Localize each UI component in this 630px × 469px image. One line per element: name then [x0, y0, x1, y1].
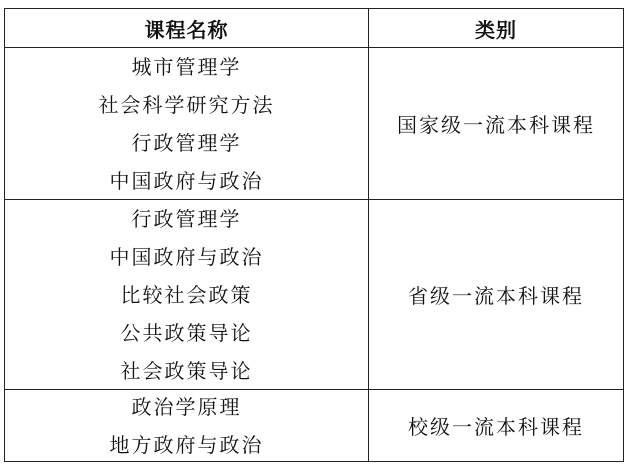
course-name: 城市管理学	[131, 54, 242, 79]
table-row	[5, 199, 623, 389]
header-category: 类别	[475, 17, 517, 42]
course-list	[5, 48, 369, 199]
header-row	[5, 9, 623, 47]
table-row	[5, 47, 623, 199]
course-name: 行政管理学	[131, 130, 242, 155]
course-name: 公共政策导论	[120, 320, 253, 345]
course-list	[5, 390, 369, 461]
category-cell: 国家级一流本科课程	[397, 113, 595, 137]
course-name: 比较社会政策	[120, 282, 253, 307]
course-name: 社会政策导论	[120, 358, 253, 383]
course-name: 社会科学研究方法	[98, 92, 275, 117]
course-table	[4, 8, 624, 462]
category-cell: 校级一流本科课程	[408, 415, 584, 439]
category-cell: 省级一流本科课程	[408, 284, 584, 308]
course-name: 地方政府与政治	[109, 432, 264, 457]
course-name: 行政管理学	[131, 206, 242, 231]
course-name: 政治学原理	[131, 394, 242, 419]
course-name: 中国政府与政治	[109, 244, 264, 269]
course-list	[5, 200, 369, 389]
header-course-name: 课程名称	[5, 9, 369, 47]
course-name: 中国政府与政治	[109, 168, 264, 193]
table-row	[5, 389, 623, 461]
